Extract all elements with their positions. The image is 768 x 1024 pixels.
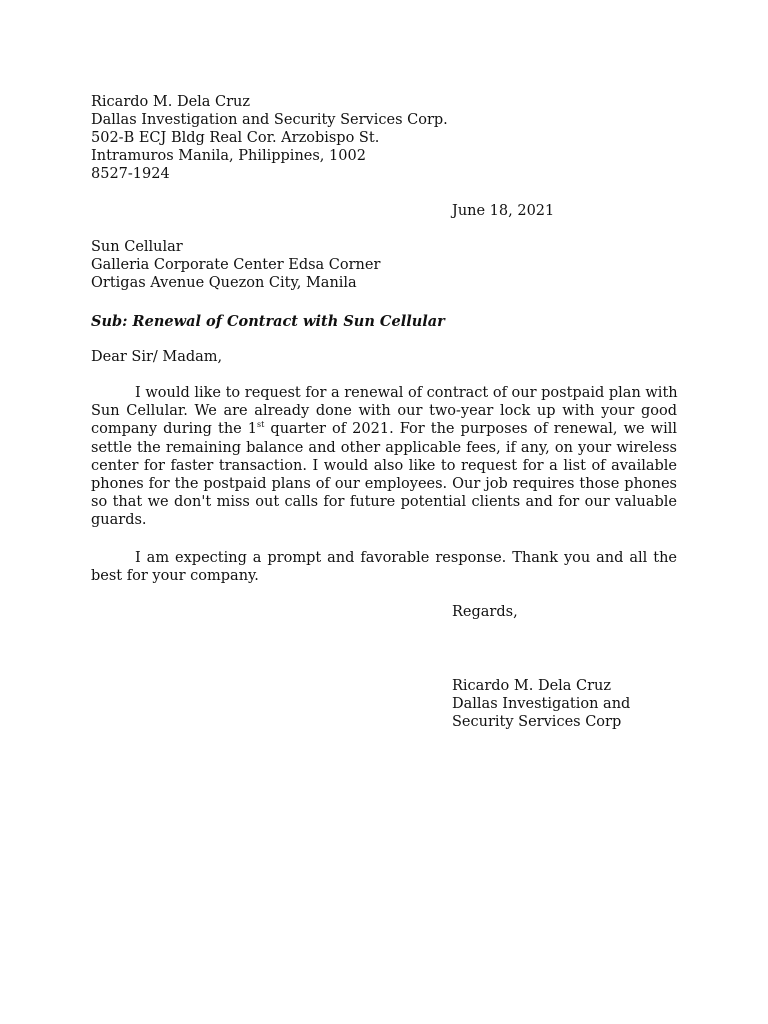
paragraph-line: so that we don't miss out calls for future potential clients and for our valuable bbox=[91, 494, 677, 511]
subject-line: Sub: Renewal of Contract with Sun Cellular bbox=[91, 313, 445, 330]
paragraph-line: company during the 1st quarter of 2021. For the purposes of renewal, we will bbox=[91, 420, 677, 438]
signature-name: Ricardo M. Dela Cruz bbox=[452, 678, 612, 694]
body-paragraph-1 bbox=[91, 384, 677, 530]
paragraph-line: phones for the postpaid plans of our employees. Our job requires those phones bbox=[91, 476, 677, 493]
salutation: Dear Sir/ Madam, bbox=[91, 349, 223, 365]
sender-block bbox=[91, 93, 448, 183]
paragraph-line: Sun Cellular. We are already done with our two-year lock up with your good bbox=[91, 403, 677, 420]
ordinal-superscript: st bbox=[257, 420, 265, 430]
recipient-name: Sun Cellular bbox=[91, 239, 183, 255]
sender-phone: 8527-1924 bbox=[91, 166, 170, 182]
recipient-address-line1: Galleria Corporate Center Edsa Corner bbox=[91, 257, 381, 273]
paragraph-line: guards. bbox=[91, 512, 147, 529]
sender-address-line1: 502-B ECJ Bldg Real Cor. Arzobispo St. bbox=[91, 130, 380, 146]
signature-block bbox=[452, 677, 630, 731]
paragraph-line: center for faster transaction. I would also like to request for a list of available bbox=[91, 457, 677, 474]
recipient-address-line2: Ortigas Avenue Quezon City, Manila bbox=[91, 275, 357, 291]
sender-company: Dallas Investigation and Security Services Corp. bbox=[91, 112, 448, 128]
paragraph-line: settle the remaining balance and other applicable fees, if any, on your wireless bbox=[91, 439, 677, 456]
body-paragraph-2 bbox=[91, 549, 677, 585]
sender-address-line2: Intramuros Manila, Philippines, 1002 bbox=[91, 148, 366, 164]
letter-date: June 18, 2021 bbox=[452, 203, 555, 219]
paragraph-line: I would like to request for a renewal of contract of our postpaid plan with bbox=[135, 385, 678, 401]
signature-company-line1: Dallas Investigation and bbox=[452, 696, 631, 712]
closing: Regards, bbox=[452, 604, 518, 620]
paragraph-line: best for your company. bbox=[91, 568, 259, 585]
recipient-block bbox=[91, 238, 380, 292]
signature-company-line2: Security Services Corp bbox=[452, 714, 622, 730]
paragraph-line: I am expecting a prompt and favorable response. Thank you and all the bbox=[135, 550, 677, 566]
sender-name: Ricardo M. Dela Cruz bbox=[91, 94, 251, 110]
